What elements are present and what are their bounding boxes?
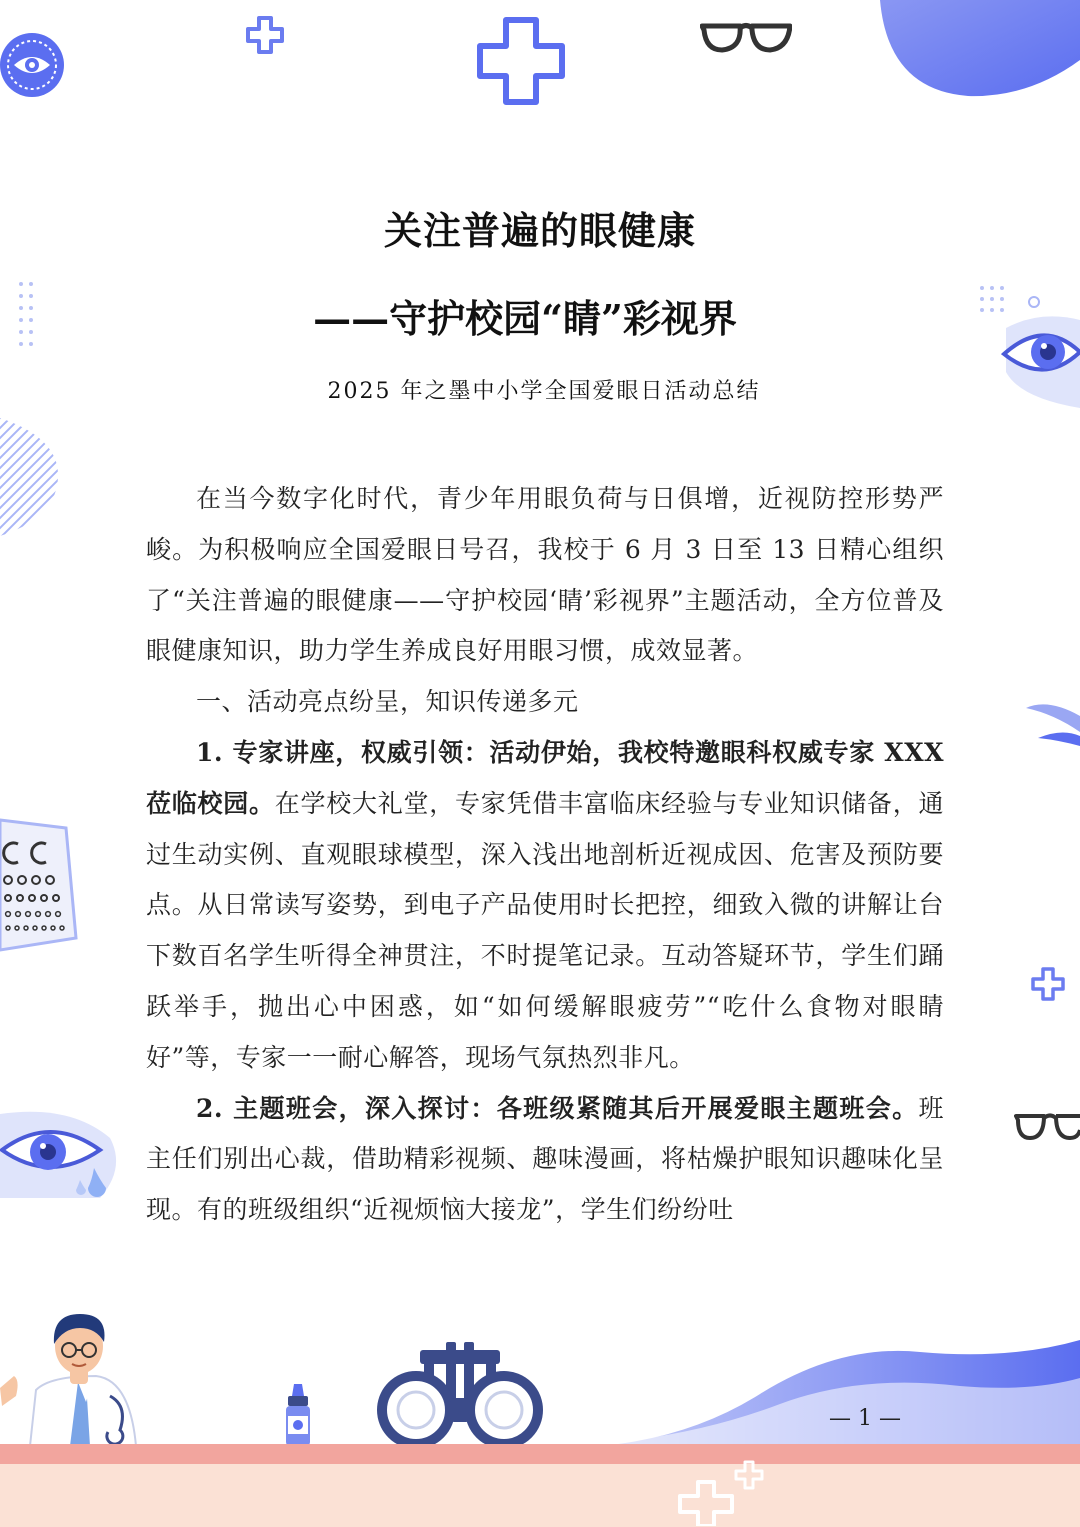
plus-white-small-icon [734,1460,764,1490]
plus-white-icon [676,1480,736,1526]
document-title-line2: ——守护校园“睛”彩视界 [313,296,737,341]
document-body [146,474,944,1236]
doctor-illustration [0,1306,150,1446]
item-2-text: 班主任们别出心裁，借助精彩视频、趣味漫画，将枯燥护眼知识趣味化呈现。有的班级组织“近视烦恼大接龙”，学生们纷纷吐 [146,1093,944,1225]
document-title: 关注普遍的眼健康 [383,208,696,253]
section-heading: 一、活动亮点纷呈，知识传递多元 [196,687,579,717]
page-number: — 1 — [829,1406,901,1431]
hatched-circle-decoration [0,418,60,538]
eye-badge-icon [0,32,66,98]
item-1-lead: 1. 专家讲座，权威引领：活动伊始，我校特邀眼科权威专家 XXX 莅临校园。 [146,737,944,818]
eye-chart-decoration [0,814,80,954]
eye-drop-bottle-icon [282,1382,314,1448]
document-subtitle: 2025 年之墨中小学全国爱眼日活动总结 [327,379,761,404]
item-2-lead: 2. 主题班会，深入探讨：各班级紧随其后开展爱眼主题班会。 [196,1093,919,1123]
phoropter-icon [376,1342,544,1450]
item-1-text: 在学校大礼堂，专家凭借丰富临床经验与专业知识储备，通过生动实例、直观眼球模型，深入浅出地剖析近视成因、危害及预防要点。从日常读写姿势，到电子产品使用时长把控，细致入微的讲解让台下数百名学生听得全神贯注，不时提笔记录。互动答疑环节，学生们踊跃举手，抛出心中困惑，如“如何缓解眼疲劳”“吃什么食物对眼睛好”等，专家一一耐心解答，现场气氛热烈非凡。 [146,788,944,1072]
item-1-paragraph [146,728,944,1084]
water-drops-decoration [1018,698,1080,750]
plus-outline-icon [244,14,286,56]
glasses-icon-right [1014,1110,1080,1144]
bottom-band [0,1464,1080,1527]
plus-outline-large-icon [474,14,568,108]
item-2-paragraph [146,1084,944,1236]
bottom-stripe [0,1444,1080,1464]
eye-with-tear-icon [0,1108,126,1208]
glasses-icon [700,20,792,56]
plus-outline-small-icon [1030,966,1066,1002]
corner-blob-decoration [878,0,1080,100]
intro-paragraph: 在当今数字化时代，青少年用眼负荷与日俱增，近视防控形势严峻。为积极响应全国爱眼日号召，我校于 6 月 3 日至 13 日精心组织了“关注普遍的眼健康——守护校园‘睛’彩视界”主题活动，全方位普及眼健康知识，助力学生养成良好用眼习惯，成效显著。 [146,484,944,666]
